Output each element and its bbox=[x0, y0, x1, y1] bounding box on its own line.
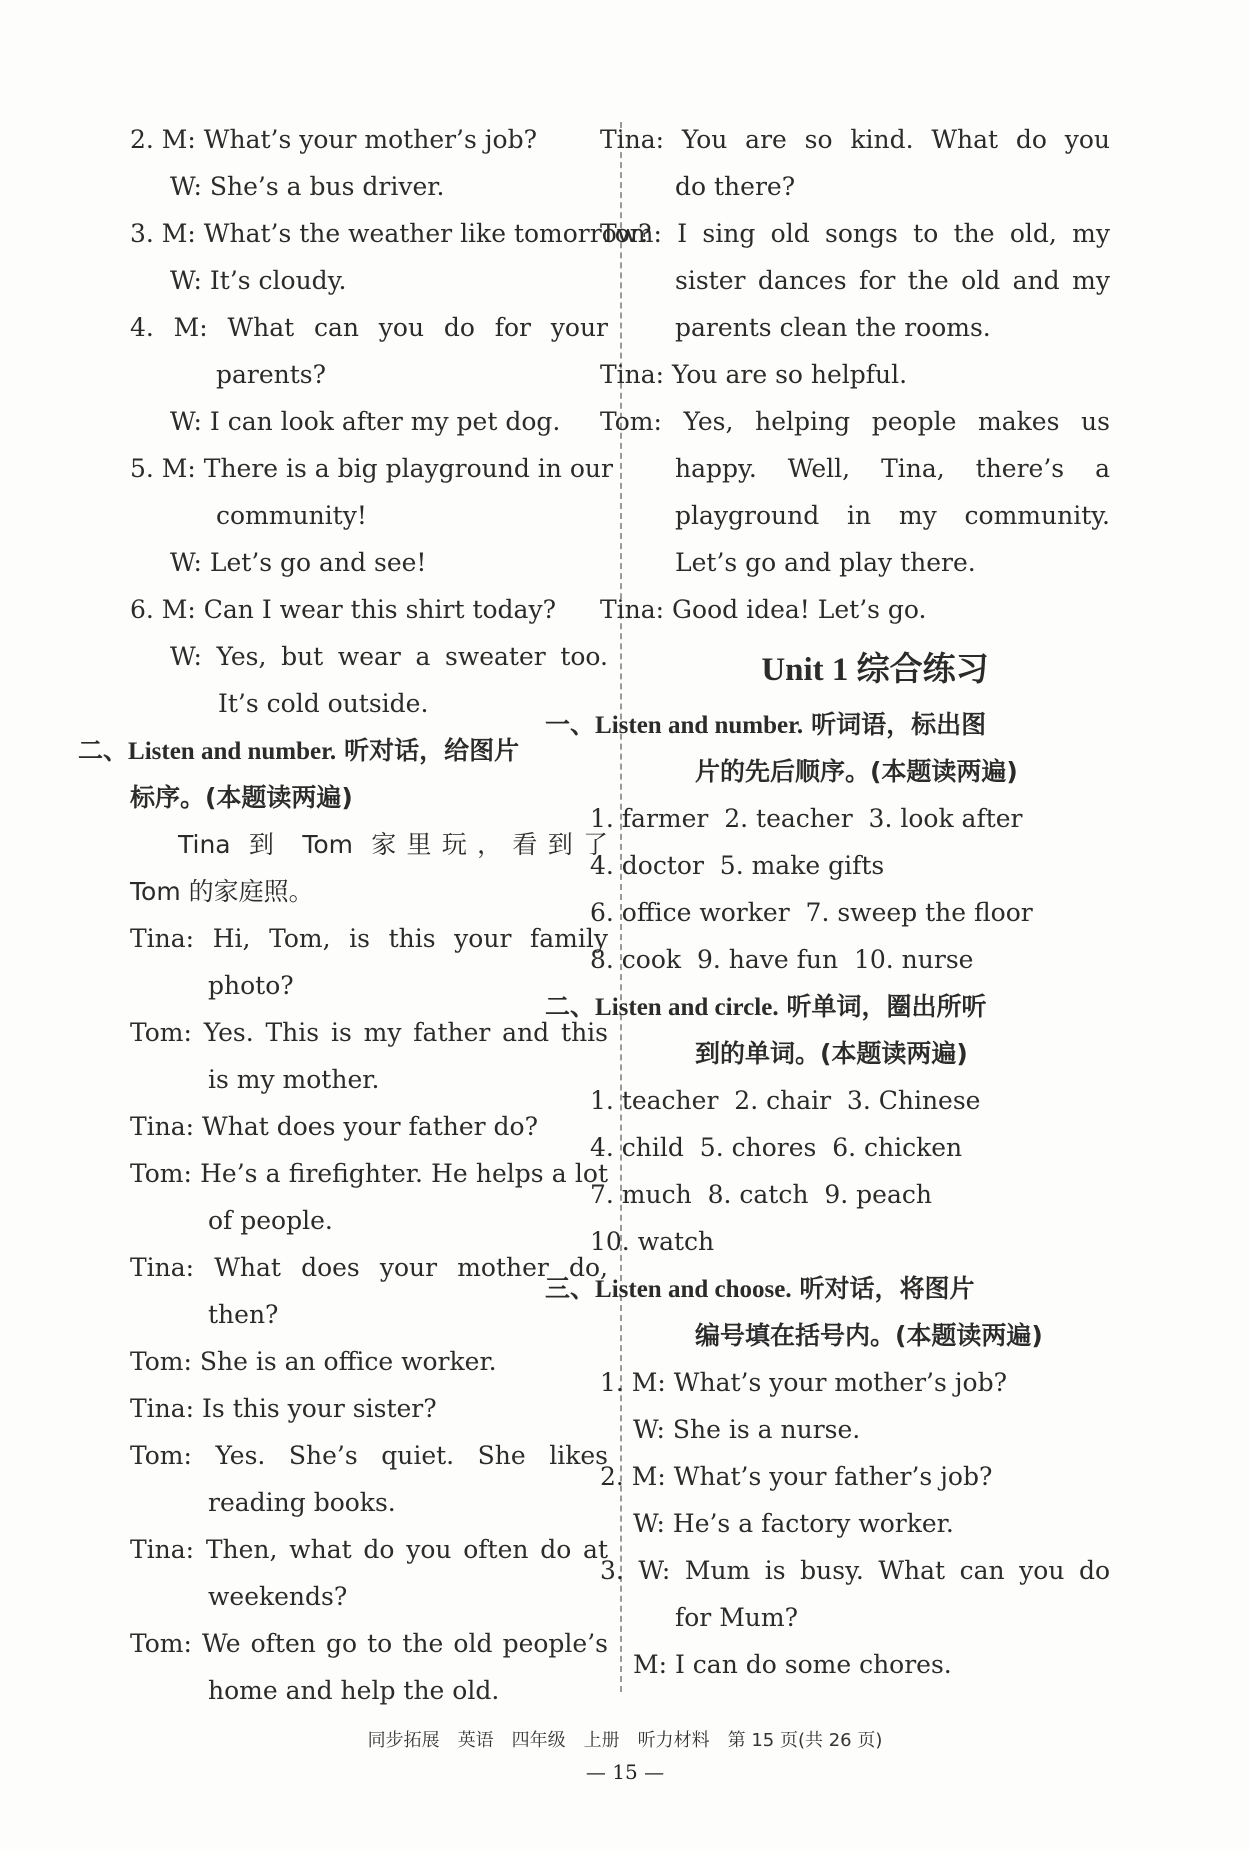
text-line: Tom: Yes. This is my father and this bbox=[130, 1018, 608, 1047]
text-line: parents clean the rooms. bbox=[675, 313, 991, 342]
text-line: 2. M: What’s your father’s job? bbox=[600, 1462, 993, 1491]
text-line: It’s cold outside. bbox=[218, 689, 429, 718]
text-line: Tina: Good idea! Let’s go. bbox=[600, 595, 927, 624]
section-title-cn: 听词语，标出图 bbox=[811, 710, 987, 739]
text-line: Tina: Is this your sister? bbox=[130, 1394, 437, 1423]
section-title-en: Listen and choose. bbox=[595, 1276, 792, 1303]
section-title-cn: 听单词，圈出所听 bbox=[786, 992, 987, 1021]
text-line: Tom: I sing old songs to the old, my bbox=[600, 219, 1110, 248]
section-title-cn: 听对话，将图片 bbox=[799, 1274, 975, 1303]
section-intro: Tina 到 Tom 家里玩，看到了 bbox=[178, 830, 608, 859]
text-line: Tina: What does your father do? bbox=[130, 1112, 538, 1141]
word-list bbox=[590, 1077, 1145, 1265]
text-line: W: She is a nurse. bbox=[633, 1415, 861, 1444]
text-line: 6. M: Can I wear this shirt today? bbox=[130, 595, 556, 624]
dialog-list bbox=[98, 116, 652, 727]
text-line: Tina: You are so helpful. bbox=[600, 360, 908, 389]
text-line: 3. M: What’s the weather like tomorrow? bbox=[130, 219, 652, 248]
right-column bbox=[545, 116, 1145, 1688]
text-line: Tina: Then, what do you often do at bbox=[130, 1535, 608, 1564]
section-heading bbox=[545, 983, 1145, 1030]
text-line: Tom: Yes. She’s quiet. She likes bbox=[130, 1441, 608, 1470]
text-line: photo? bbox=[208, 971, 294, 1000]
text-line: M: I can do some chores. bbox=[633, 1650, 952, 1679]
page-number: — 15 — bbox=[585, 1760, 665, 1784]
text-line: W: Let’s go and see! bbox=[170, 548, 427, 577]
dialog-list bbox=[600, 116, 1145, 633]
section-title-cn-cont: 片的先后顺序。(本题读两遍) bbox=[695, 757, 1018, 786]
text-line: then? bbox=[208, 1300, 279, 1329]
word-list bbox=[590, 795, 1145, 983]
dialog-list bbox=[98, 915, 608, 1714]
text-line: Let’s go and play there. bbox=[675, 548, 976, 577]
section-heading bbox=[78, 727, 608, 774]
section-number: 三、 bbox=[545, 1274, 596, 1303]
section-intro-cont: Tom 的家庭照。 bbox=[130, 877, 314, 906]
text-line: for Mum? bbox=[675, 1603, 799, 1632]
text-line: Tom: He’s a firefighter. He helps a lot bbox=[130, 1159, 608, 1188]
text-line: W: She’s a bus driver. bbox=[170, 172, 445, 201]
text-line: do there? bbox=[675, 172, 796, 201]
text-line: reading books. bbox=[208, 1488, 396, 1517]
text-line: of people. bbox=[208, 1206, 333, 1235]
word-line: 1. farmer 2. teacher 3. look after bbox=[590, 804, 1023, 833]
section-title-en: Listen and circle. bbox=[595, 994, 779, 1021]
text-line: Tom: She is an office worker. bbox=[130, 1347, 497, 1376]
text-line: 1. M: What’s your mother’s job? bbox=[600, 1368, 1007, 1397]
section-heading bbox=[545, 1265, 1145, 1312]
text-line: 4. M: What can you do for your bbox=[130, 313, 608, 342]
section-title-cn: 听对话，给图片 bbox=[344, 736, 520, 765]
section-number: 二、 bbox=[78, 736, 129, 765]
text-line: W: Yes, but wear a sweater too. bbox=[170, 642, 608, 671]
text-line: 3. W: Mum is busy. What can you do bbox=[600, 1556, 1110, 1585]
text-line: happy. Well, Tina, there’s a bbox=[675, 454, 1110, 483]
section-number: 二、 bbox=[545, 992, 596, 1021]
section-number: 一、 bbox=[545, 710, 596, 739]
section-title-cn-cont: 编号填在括号内。(本题读两遍) bbox=[695, 1321, 1043, 1350]
text-line: 5. M: There is a big playground in our bbox=[130, 454, 613, 483]
word-line: 10. watch bbox=[590, 1227, 715, 1256]
section-heading bbox=[545, 701, 1145, 748]
word-line: 4. child 5. chores 6. chicken bbox=[590, 1133, 963, 1162]
section-title-cn-cont: 到的单词。(本题读两遍) bbox=[695, 1039, 968, 1068]
text-line: Tina: Hi, Tom, is this your family bbox=[130, 924, 608, 953]
text-line: Tina: What does your mother do, bbox=[130, 1253, 608, 1282]
footer-info: 同步拓展 英语 四年级 上册 听力材料 第 15 页(共 26 页) bbox=[367, 1730, 883, 1751]
text-line: W: He’s a factory worker. bbox=[633, 1509, 954, 1538]
word-line: 8. cook 9. have fun 10. nurse bbox=[590, 945, 974, 974]
word-line: 6. office worker 7. sweep the floor bbox=[590, 898, 1033, 927]
text-line: is my mother. bbox=[208, 1065, 380, 1094]
text-line: parents? bbox=[216, 360, 327, 389]
text-line: weekends? bbox=[208, 1582, 348, 1611]
text-line: Tom: We often go to the old people’s bbox=[130, 1629, 608, 1658]
text-line: community! bbox=[216, 501, 367, 530]
word-line: 4. doctor 5. make gifts bbox=[590, 851, 885, 880]
unit-title: Unit 1 综合练习 bbox=[761, 652, 989, 688]
text-line: playground in my community. bbox=[675, 501, 1110, 530]
section-title-en: Listen and number. bbox=[128, 738, 337, 765]
text-line: Tina: You are so kind. What do you bbox=[600, 125, 1110, 154]
text-line: Tom: Yes, helping people makes us bbox=[600, 407, 1110, 436]
section-title-en: Listen and number. bbox=[595, 712, 804, 739]
text-line: 2. M: What’s your mother’s job? bbox=[130, 125, 537, 154]
text-line: home and help the old. bbox=[208, 1676, 500, 1705]
text-line: sister dances for the old and my bbox=[675, 266, 1110, 295]
section-title-cn-cont: 标序。(本题读两遍) bbox=[130, 783, 353, 812]
left-column bbox=[78, 116, 652, 1714]
text-line: W: It’s cloudy. bbox=[170, 266, 347, 295]
text-line: W: I can look after my pet dog. bbox=[170, 407, 561, 436]
dialog-list bbox=[600, 1359, 1145, 1688]
word-line: 7. much 8. catch 9. peach bbox=[590, 1180, 932, 1209]
word-line: 1. teacher 2. chair 3. Chinese bbox=[590, 1086, 981, 1115]
